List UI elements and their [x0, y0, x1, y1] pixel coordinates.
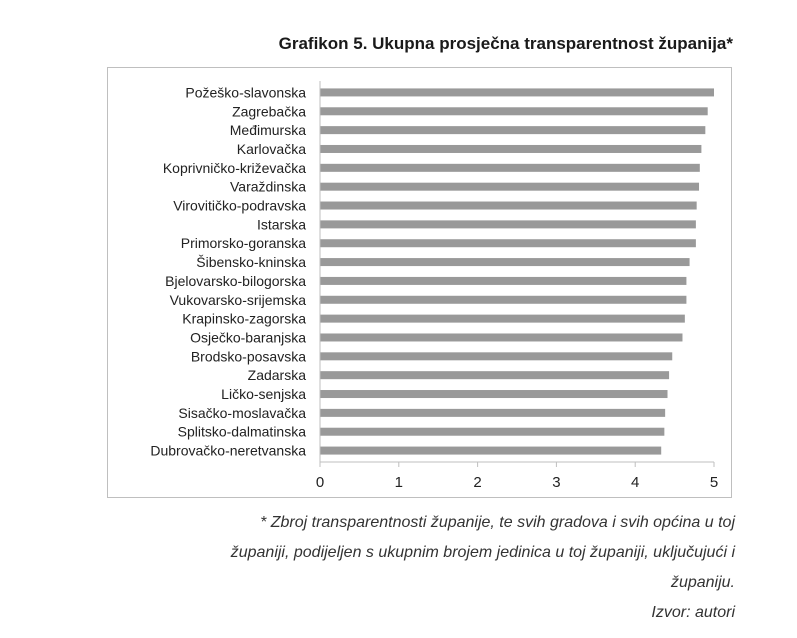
category-label-9: Šibensko-kninska: [196, 254, 306, 271]
category-label-19: Dubrovačko-neretvanska: [150, 442, 306, 459]
bar-14: [320, 352, 672, 360]
category-label-2: Međimurska: [229, 122, 306, 139]
category-labels-layer: [150, 84, 306, 458]
x-tick-label-4: 4: [631, 474, 640, 491]
bar-10: [320, 277, 686, 285]
bars-layer: [320, 88, 714, 454]
source-note: Izvor: autori: [651, 604, 735, 621]
bar-12: [320, 315, 685, 323]
category-label-6: Virovitičko-podravska: [173, 197, 306, 214]
x-tick-label-0: 0: [315, 474, 325, 491]
bar-0: [320, 88, 714, 96]
footnote-line-3: županiju.: [670, 574, 735, 591]
bar-3: [320, 145, 701, 153]
bar-15: [320, 371, 669, 379]
category-label-13: Osječko-baranjska: [190, 329, 306, 346]
category-label-15: Zadarska: [247, 367, 306, 384]
bar-8: [320, 239, 696, 247]
bar-18: [320, 428, 664, 436]
bar-4: [320, 164, 700, 172]
bar-11: [320, 296, 686, 304]
bar-9: [320, 258, 690, 266]
category-label-16: Ličko-senjska: [221, 386, 306, 403]
footnote-line-1: * Zbroj transparentnosti županije, te svih gradova i svih općina u toj: [260, 514, 735, 531]
category-label-11: Vukovarsko-srijemska: [169, 291, 306, 308]
footnote-line-2: županiji, podijeljen s ukupnim brojem jedinica u toj županiji, uključujući i: [230, 544, 735, 561]
footnote: [95, 508, 735, 598]
category-label-12: Krapinsko-zagorska: [182, 310, 306, 327]
x-tick-label-1: 1: [394, 474, 403, 491]
category-label-7: Istarska: [256, 216, 306, 233]
bar-19: [320, 447, 661, 455]
bar-16: [320, 390, 668, 398]
category-label-1: Zagrebačka: [232, 103, 306, 120]
bar-6: [320, 202, 697, 210]
x-tick-label-5: 5: [709, 474, 719, 491]
bar-5: [320, 183, 699, 191]
category-label-10: Bjelovarsko-bilogorska: [165, 272, 306, 289]
category-label-4: Koprivničko-križevačka: [162, 159, 306, 176]
chart-title: Grafikon 5. Ukupna prosječna transparentnost županija*: [278, 34, 733, 53]
bar-1: [320, 107, 708, 115]
bar-13: [320, 333, 682, 341]
category-label-18: Splitsko-dalmatinska: [177, 423, 306, 440]
bar-2: [320, 126, 705, 134]
bar-7: [320, 220, 696, 228]
category-label-8: Primorsko-goranska: [180, 235, 306, 252]
bar-17: [320, 409, 665, 417]
category-label-17: Sisačko-moslavačka: [178, 404, 306, 421]
x-tick-label-2: 2: [473, 474, 482, 491]
category-label-0: Požeško-slavonska: [185, 84, 306, 101]
x-tick-label-3: 3: [552, 474, 561, 491]
category-label-5: Varaždinska: [229, 178, 306, 195]
category-label-3: Karlovačka: [236, 140, 306, 157]
category-label-14: Brodsko-posavska: [190, 348, 306, 365]
